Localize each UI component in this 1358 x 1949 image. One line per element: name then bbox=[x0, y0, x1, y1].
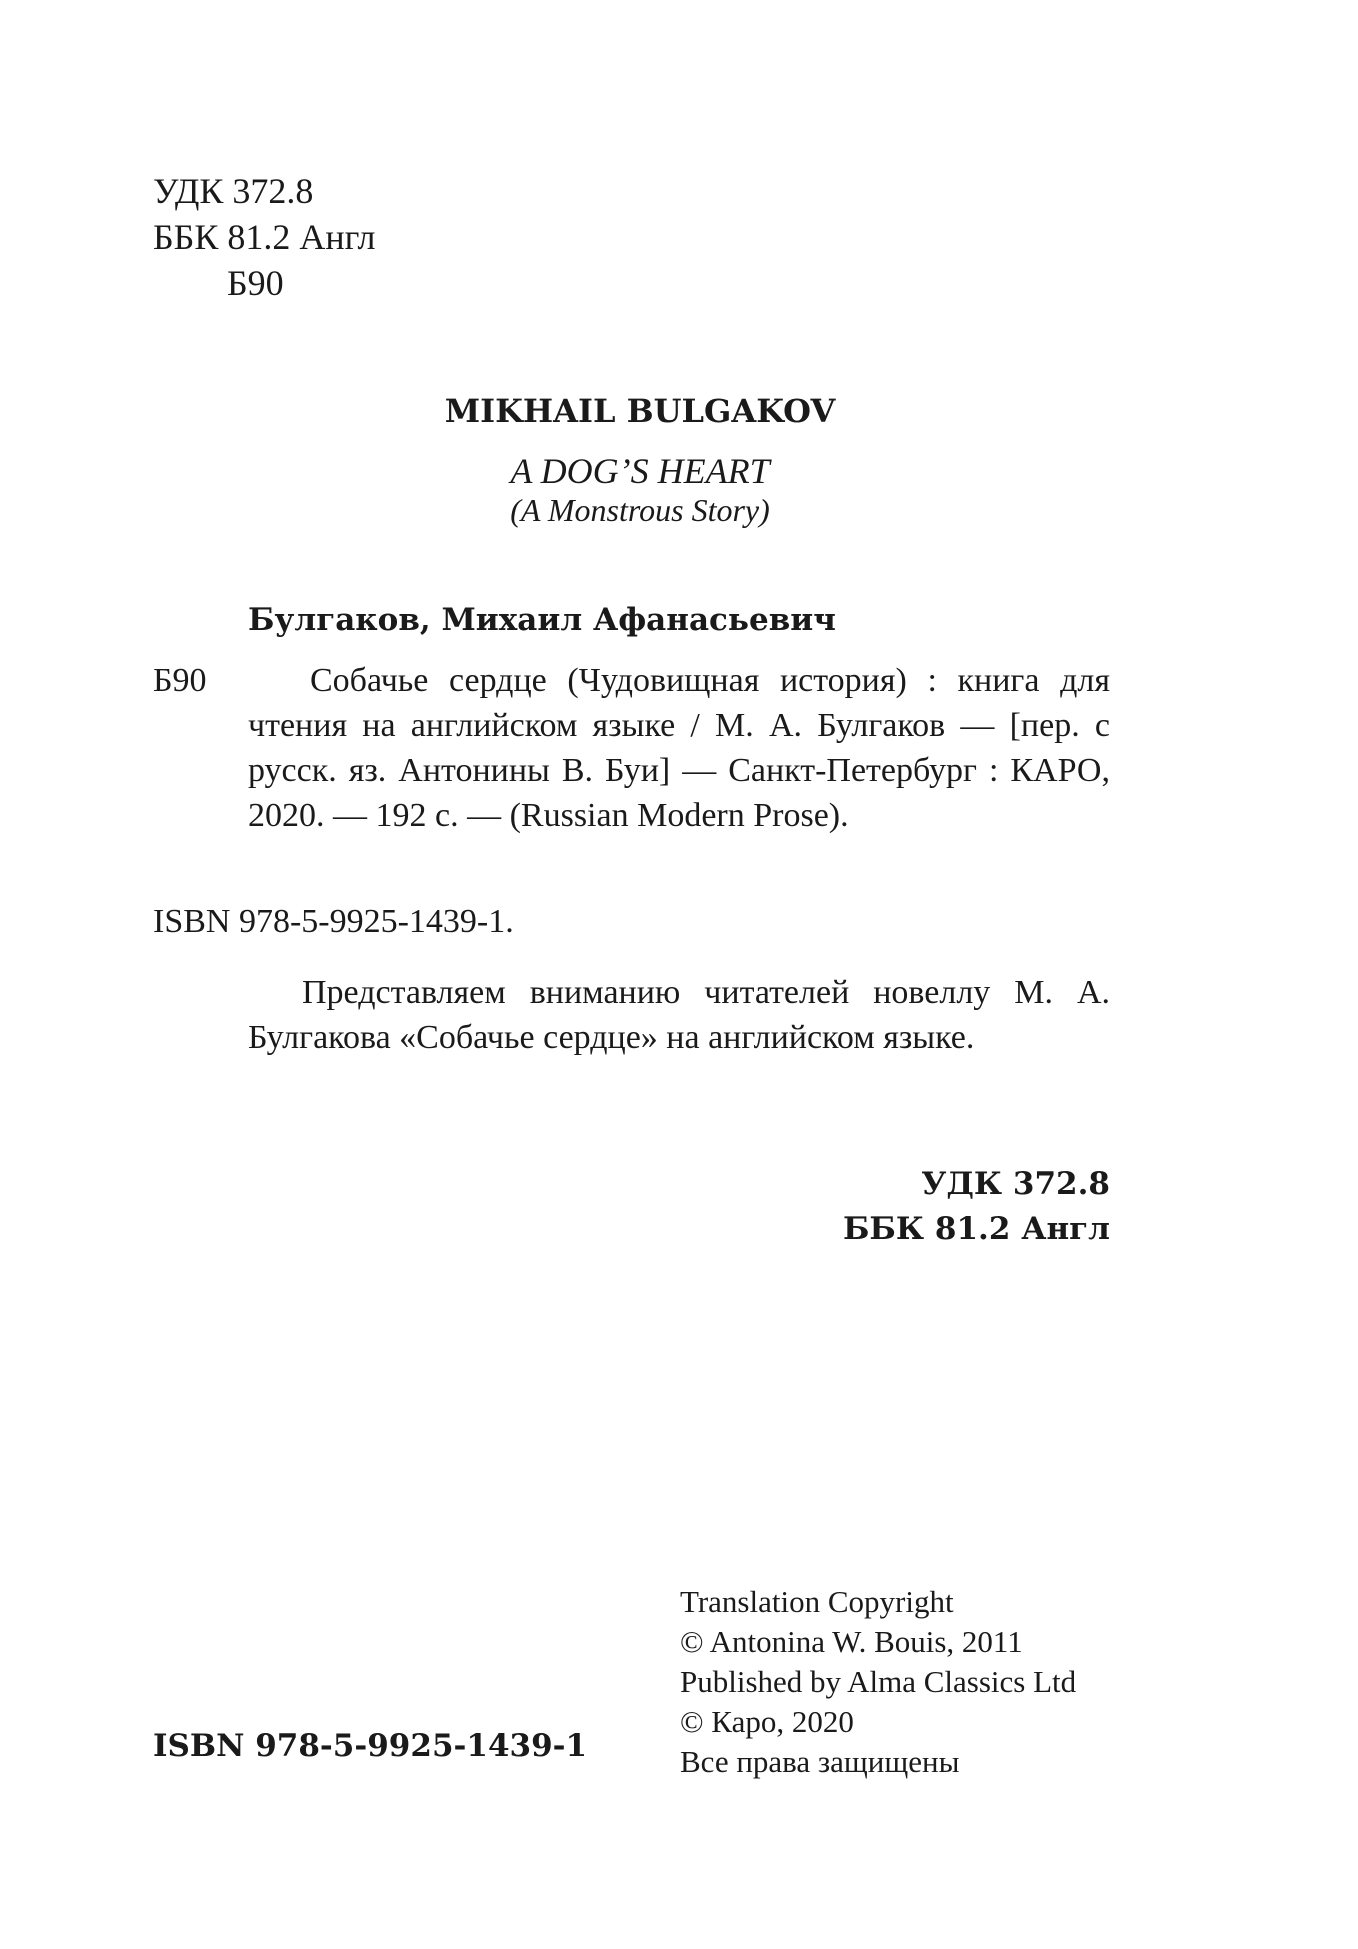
bbk-code-bottom: ББК 81.2 Англ bbox=[842, 1211, 1110, 1247]
entry-annotation: Представляем вниманию читателей новеллу М. А. Булгакова «Собачье сердце» на английском языке. bbox=[248, 974, 1110, 1056]
copyright-line-2: © Antonina W. Bouis, 2011 bbox=[680, 1624, 1023, 1659]
copyright-line-1: Translation Copyright bbox=[680, 1584, 954, 1619]
entry-author-mark: Б90 bbox=[153, 662, 207, 699]
entry-heading: Булгаков, Михаил Афанасьевич bbox=[248, 602, 836, 638]
udk-code-bottom: УДК 372.8 bbox=[921, 1166, 1110, 1202]
copyright-line-3: Published by Alma Classics Ltd bbox=[680, 1664, 1077, 1699]
book-title: A DOG’S HEART bbox=[510, 451, 770, 491]
copyright-line-5: Все права защищены bbox=[680, 1744, 960, 1779]
entry-isbn: ISBN 978-5-9925-1439-1. bbox=[153, 903, 514, 940]
udk-code-top: УДК 372.8 bbox=[153, 171, 314, 211]
isbn-bottom: ISBN 978-5-9925-1439-1 bbox=[153, 1728, 588, 1764]
author-name-latin: MIKHAIL BULGAKOV bbox=[444, 392, 836, 430]
book-subtitle: (A Monstrous Story) bbox=[510, 492, 770, 528]
entry-description: Собачье сердце (Чудовищная история) : книга для чтения на английском языке / М. А. Булгаков — [пер. с русск. яз. Антонины В. Буи] — Санкт-Петербург : КАРО, 2020. — 192 с. — (Russian Modern Prose). bbox=[248, 662, 1110, 834]
bbk-code-top: ББК 81.2 Англ bbox=[153, 217, 376, 257]
author-mark-top: Б90 bbox=[227, 263, 284, 303]
copyright-block bbox=[680, 1582, 1076, 1782]
copyright-line-4: © Каро, 2020 bbox=[680, 1704, 854, 1739]
